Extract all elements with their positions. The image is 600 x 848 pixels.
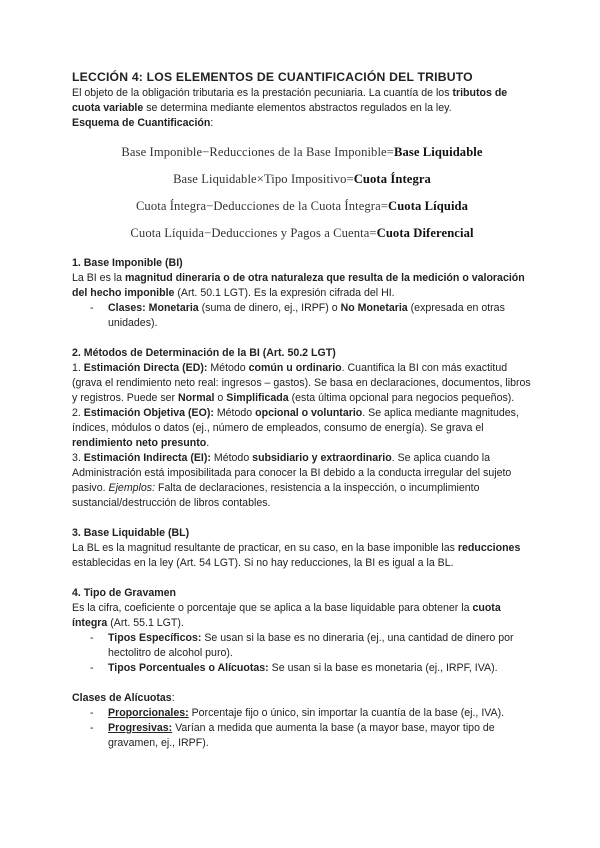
bold-label: Estimación Indirecta (EI): xyxy=(83,452,211,464)
bold-text: común u ordinario xyxy=(248,362,342,374)
formula-cuota-liquida xyxy=(72,199,532,214)
section-base-imponible xyxy=(72,256,532,331)
title-colon: : xyxy=(171,692,175,704)
bullet-label: Clases: xyxy=(108,302,146,314)
text: (expresada en otras unidades). xyxy=(108,302,505,329)
bold-text: reducciones xyxy=(457,542,521,554)
section-title: 1. Base Imponible (BI) xyxy=(72,257,183,269)
metodo-directa xyxy=(72,361,532,406)
formula-cuota-diferencial xyxy=(72,226,532,241)
section-title: Clases de Alícuotas xyxy=(72,692,172,704)
bullet-dash: - xyxy=(90,722,94,734)
metodo-indirecta xyxy=(72,451,532,511)
text: . Cuantifica la BI con más exactitud (grava el rendimiento neto real: ingresos – gastos). Se basa en declaraciones, documentos, libros y registros. Puede ser xyxy=(72,362,531,404)
item-number: 1. xyxy=(72,362,84,374)
formula-expression: Base Liquidable×Tipo Impositivo= xyxy=(173,172,354,186)
text: establecidas en la ley (Art. 54 LGT). Si no hay reducciones, la BI es igual a la BL. xyxy=(72,557,454,569)
formula-result: Cuota Líquida xyxy=(388,199,469,213)
bullet-label: Proporcionales: xyxy=(108,707,189,719)
text: Falta de declaraciones, resistencia a la inspección, o incumplimiento sustancial/destrucción de libros contables. xyxy=(72,482,480,509)
section-base-liquidable xyxy=(72,526,532,571)
section-paragraph xyxy=(72,601,532,631)
text: (Art. 55.1 LGT). xyxy=(107,617,184,629)
esquema-heading xyxy=(72,116,532,131)
text: (suma de dinero, ej., IRPF) o xyxy=(198,302,341,314)
metodo-objetiva xyxy=(72,406,532,451)
list-item xyxy=(72,301,532,331)
text: La BL es la magnitud resultante de practicar, en su caso, en la base imponible las xyxy=(72,542,458,554)
section-clases-alicuotas xyxy=(72,691,532,751)
item-number: 3. xyxy=(72,452,84,464)
formula-result: Cuota Diferencial xyxy=(376,226,474,240)
formula-expression: Base Imponible−Reducciones de la Base Imponible= xyxy=(121,145,394,159)
italic-text: Ejemplos: xyxy=(108,482,156,494)
text: La BI es la xyxy=(72,272,125,284)
bold-text: subsidiario y extraordinario xyxy=(252,452,392,464)
bold-label: Estimación Objetiva (EO): xyxy=(83,407,214,419)
intro-bold: tributos de cuota variable xyxy=(72,87,508,114)
text: . Se aplica cuando la Administración está imposibilitada para conocer la BI debido a la conducta irregular del sujeto pasivo. xyxy=(72,452,512,494)
esquema-label: Esquema de Cuantificación xyxy=(72,117,211,129)
text: Es la cifra, coeficiente o porcentaje que se aplica a la base liquidable para obtener la xyxy=(72,602,473,614)
text: Método xyxy=(210,452,253,464)
text: o xyxy=(214,392,227,404)
bold-text: opcional o voluntario xyxy=(255,407,363,419)
item-number: 2. xyxy=(72,407,84,419)
list-item xyxy=(72,661,532,676)
bullet-dash: - xyxy=(90,632,94,644)
intro-text: El objeto de la obligación tributaria es la prestación pecuniaria. La cuantía de los xyxy=(72,87,453,99)
bold-text: cuota íntegra xyxy=(72,602,501,629)
bullet-label: Progresivas: xyxy=(108,722,173,734)
bullet-text: Varían a medida que aumenta la base (a mayor base, mayor tipo de gravamen, ej., IRPF). xyxy=(108,722,495,749)
formula-cuota-integra xyxy=(72,172,532,187)
text: Método xyxy=(207,362,249,374)
list-item xyxy=(72,721,532,751)
bullet-label: Tipos Específicos: xyxy=(108,632,202,644)
bold-text: magnitud dineraria o de otra naturaleza que resulta de la medición o valoración del hecho imponible xyxy=(72,272,525,299)
section-metodos xyxy=(72,346,532,511)
bullet-text: Porcentaje fijo o único, sin importar la cuantía de la base (ej., IVA). xyxy=(188,707,505,719)
bullet-list xyxy=(72,706,532,751)
document-page xyxy=(72,70,532,751)
bullet-dash: - xyxy=(90,302,94,314)
formula-expression: Cuota Íntegra−Deducciones de la Cuota Íntegra= xyxy=(135,199,388,213)
section-paragraph xyxy=(72,271,532,301)
text: (Art. 50.1 LGT). Es la expresión cifrada del HI. xyxy=(174,287,395,299)
bold-text: Simplificada xyxy=(226,392,289,404)
formula-result: Cuota Íntegra xyxy=(353,172,431,186)
bold-text: Monetaria xyxy=(145,302,199,314)
list-item xyxy=(72,631,532,661)
formula-result: Base Liquidable xyxy=(393,145,483,159)
bold-text: Normal xyxy=(177,392,215,404)
bullet-text: Se usan si la base es no dineraria (ej., una cantidad de dinero por hectolitro de alcohol puro). xyxy=(108,632,514,659)
esquema-colon: : xyxy=(210,117,214,129)
bullet-text: Se usan si la base es monetaria (ej., IRPF, IVA). xyxy=(268,662,498,674)
list-item xyxy=(72,706,532,721)
section-tipo-gravamen xyxy=(72,586,532,676)
section-title-line xyxy=(72,691,532,706)
section-title: 3. Base Liquidable (BL) xyxy=(72,527,190,539)
bullet-list xyxy=(72,301,532,331)
text: Método xyxy=(213,407,256,419)
bullet-dash: - xyxy=(90,707,94,719)
text: (esta última opcional para negocios pequeños). xyxy=(288,392,515,404)
section-paragraph xyxy=(72,541,532,571)
bold-text: No Monetaria xyxy=(340,302,408,314)
section-title: 2. Métodos de Determinación de la BI (Art. 50.2 LGT) xyxy=(72,347,336,359)
bold-label: Estimación Directa (ED): xyxy=(83,362,208,374)
lesson-title: LECCIÓN 4: LOS ELEMENTOS DE CUANTIFICACIÓN DEL TRIBUTO xyxy=(72,70,473,84)
text: . xyxy=(206,437,210,449)
intro-paragraph xyxy=(72,86,532,116)
bullet-dash: - xyxy=(90,662,94,674)
bullet-label: Tipos Porcentuales o Alícuotas: xyxy=(108,662,269,674)
formula-base-liquidable xyxy=(72,145,532,160)
formula-expression: Cuota Líquida−Deducciones y Pagos a Cuenta= xyxy=(130,226,377,240)
section-title: 4. Tipo de Gravamen xyxy=(72,587,177,599)
bold-text: rendimiento neto presunto xyxy=(72,437,207,449)
intro-text: se determina mediante elementos abstractos regulados en la ley. xyxy=(143,102,452,114)
text: . Se aplica mediante magnitudes, índices, módulos o datos (ej., número de empleados, consumo de energía). Se grava el xyxy=(72,407,519,434)
bullet-list xyxy=(72,631,532,676)
